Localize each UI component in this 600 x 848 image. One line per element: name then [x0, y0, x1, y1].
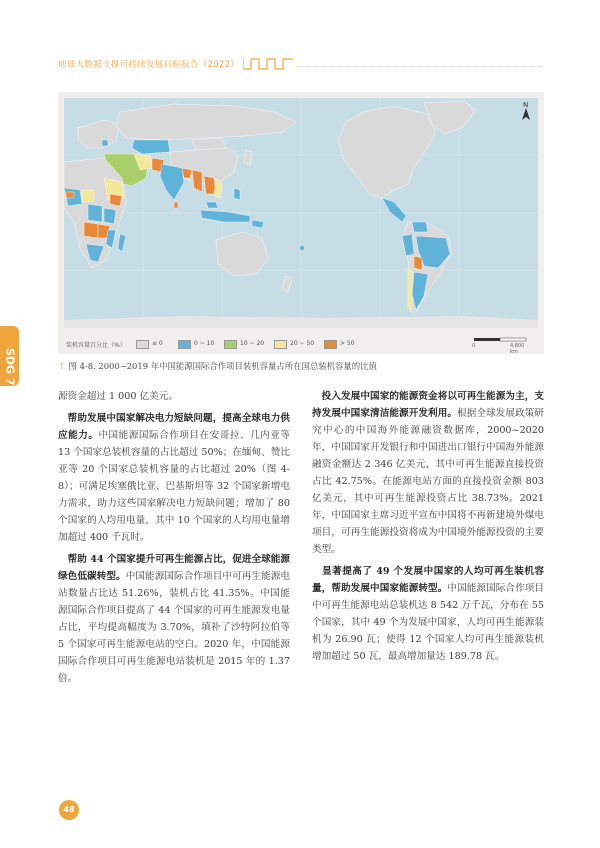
scale-zero: 0	[472, 343, 476, 349]
map-scale-bar	[472, 337, 532, 355]
report-header: 地球大数据支撑可持续发展目标报告（2022）	[58, 60, 240, 70]
left-paragraph-3	[58, 551, 290, 687]
legend-label-0: ≤ 0	[152, 340, 163, 347]
legend-label-3: 20 ~ 50	[290, 340, 315, 347]
land-antarctica	[64, 316, 538, 328]
land-fiji	[300, 246, 304, 250]
legend-title: 装机容量百分比（%）	[66, 342, 126, 349]
land-guinea	[66, 192, 74, 198]
header-rule	[296, 66, 542, 67]
right-p1-lead: 投入发展中国家的能源资金将以可再生能源为主，支持发展中国家清洁能源开发利用。	[312, 391, 544, 419]
left-p2-body: 中国能源国际合作项目在安哥拉、几内亚等 13 个国家总装机容量的占比超过 50%；在缅甸、赞比亚等 20 个国家总装机容量的占比超过 20%（图 4-8）；可满足埃塞俄比亚、巴基斯坦等 32 个国家新增电力需求，助力这些国家解决电力短缺问题；增加了 80 个国家的人均用电量，其中 10 个国家的人均用电量增加超过 400 千瓦时。	[58, 430, 290, 543]
land-angola	[84, 222, 98, 238]
right-p2-body: 中国能源国际合作项目中可再生能源电站总装机达 8 542 万千瓦，分布在 55 个国家，其中 49 个为发展中国家，人均可再生能源装机为 26.90 瓦；使得 12 个国家人均可再生能源装机增加超过 50 瓦，最高增加量达 189.78 瓦。	[312, 583, 545, 662]
world-map-figure	[58, 92, 544, 354]
left-p2-lead: 帮助发展中国家解决电力短缺问题，提高全球电力供应能力。	[58, 413, 290, 441]
land-tanzania	[104, 208, 116, 224]
left-paragraph-1: 源资金超过 1 000 亿美元。	[58, 391, 178, 402]
header-decoration	[243, 57, 293, 71]
land-bolivia	[414, 256, 422, 270]
land-nepal-bangladesh	[182, 168, 192, 178]
legend-label-1: 0 ~ 10	[194, 340, 215, 347]
right-paragraph-1	[312, 388, 544, 558]
legend-swatch-2	[224, 340, 237, 349]
land-congo	[88, 204, 102, 222]
legend-swatch-4	[324, 340, 337, 349]
left-p3-body: 中国能源国际合作项目中可再生能源电站数量占比达 51.26%，装机占比 41.35%。中国能源国际合作项目提高了 44 个国家的可再生能源发电量占比，平均提高幅度为 3.70%，填补了沙特阿拉伯等 5 个国家可再生能源电站的空白。2020 年，中国能源国际合作项目可再生能源电站装机是 2015 年的 1.37 倍。	[58, 571, 291, 684]
right-p1-body: 根据全球发展政策研究中心的中国海外能源融资数据库，2000~2020 年，中国国家开发银行和中国进出口银行中国海外能源融资金额达 2 346 亿美元，其中可再生能源直接投资占比 42.75%。在能源电站方面的直接投资金额 803 亿美元，其中可再生能源投资占比 38.73%。2021 年，中国国家主席习近平宣布中国将不再新建境外煤电项目，可再生能源投资将成为中国境外能源投资的主要类型。	[312, 408, 545, 555]
caption-text: 图 4-8. 2000~2019 年中国能源国际合作项目装机容量占所在国总装机容量的比值	[68, 361, 377, 371]
right-paragraph-2	[312, 563, 544, 665]
right-p2-lead: 显著提高了 49 个发展中国家的人均可再生装机容量，帮助发展中国家能源转型。	[312, 566, 544, 594]
left-column	[58, 388, 290, 687]
legend-label-2: 10 ~ 20	[240, 340, 265, 347]
north-label: N	[523, 101, 529, 109]
legend-swatch-1	[178, 340, 191, 349]
land-serbia	[102, 140, 108, 146]
land-nigeria	[82, 190, 94, 202]
land-mongolia	[192, 138, 226, 150]
right-column	[312, 388, 544, 665]
legend-swatch-3	[274, 340, 287, 349]
land-ethiopia	[110, 194, 122, 206]
land-malaysia	[206, 202, 218, 208]
land-sri-lanka	[174, 202, 178, 208]
legend-label-4: > 50	[340, 340, 355, 347]
left-paragraph-2	[58, 410, 290, 546]
land-philippines	[234, 188, 240, 200]
sdg-side-label	[4, 348, 17, 364]
land-laos-cambodia	[204, 176, 216, 194]
land-venezuela	[412, 222, 428, 232]
page-number: 48	[59, 800, 79, 820]
land-chile	[408, 270, 412, 310]
world-map	[64, 98, 538, 328]
caption-arrow-icon: ↑	[58, 362, 66, 372]
figure-caption	[58, 360, 377, 372]
scale-max: 4,800 km	[510, 343, 525, 355]
left-p3-lead: 帮助 44 个国家提升可再生能源占比，促进全球能源绿色低碳转型。	[58, 554, 290, 582]
legend-swatch-0	[136, 340, 149, 349]
